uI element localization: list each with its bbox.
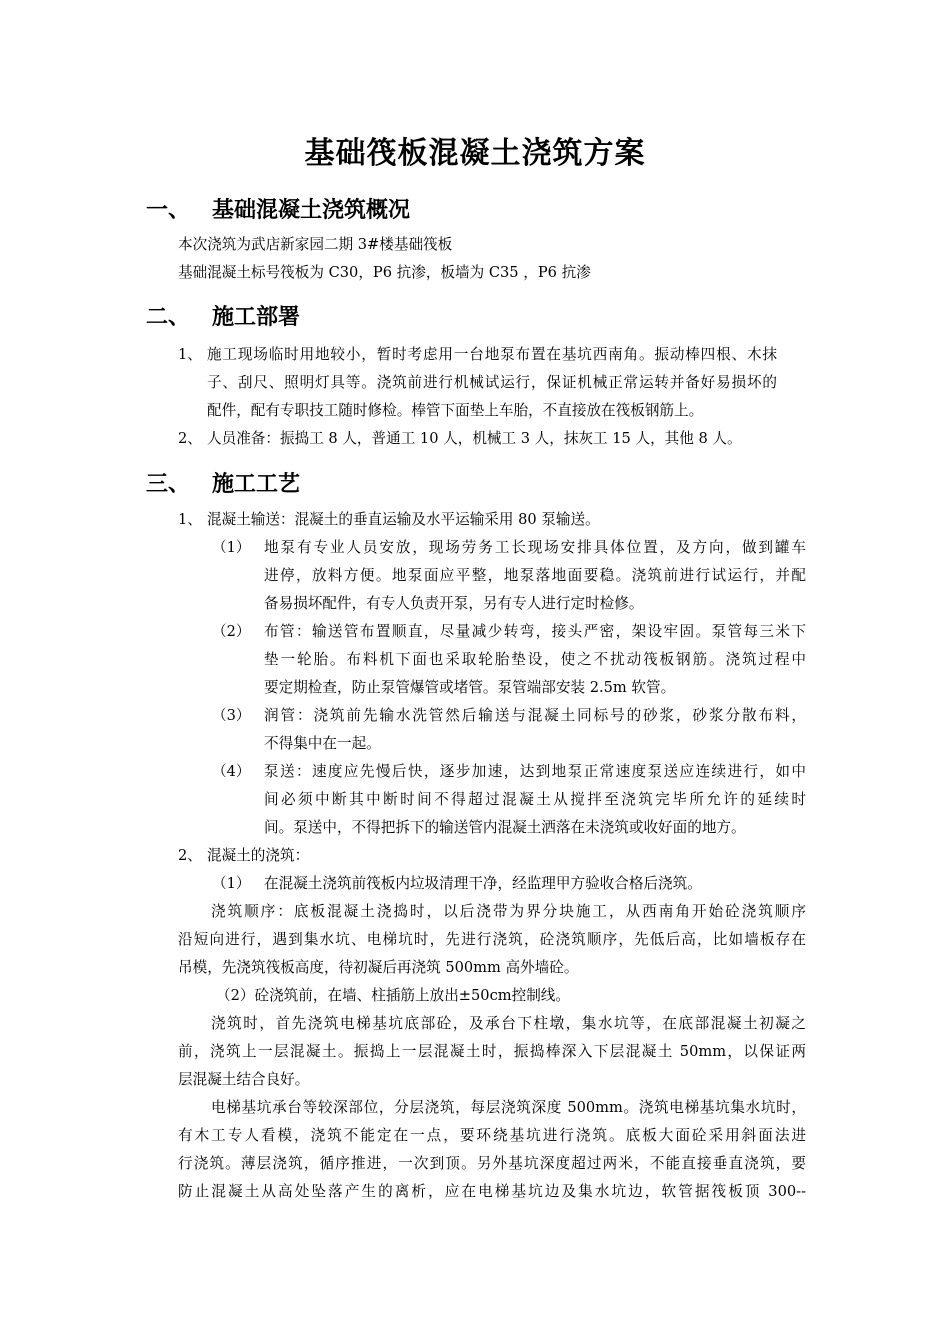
sub-item-line: 要定期检查，防止泵管爆管或堵管。泵管端部安装 2.5m 软管。 xyxy=(264,679,676,696)
document-title: 基础筏板混凝土浇筑方案 xyxy=(304,136,646,171)
paragraph-line: 防止混凝土从高处坠落产生的离析，应在电梯基坑边及集水坑边，软管据筏板顶 300-- xyxy=(178,1183,806,1200)
deploy-item-1-line: 子、刮尺、照明灯具等。浇筑前进行机械试运行，保证机械正常运转并备好易损坏的 xyxy=(207,374,777,391)
section-number: 二、 xyxy=(146,305,191,330)
process-item-2-number: 2、 xyxy=(178,847,202,864)
deploy-item-1-line: 配件，配有专职技工随时修检。棒管下面垫上车胎，不直接放在筏板钢筋上。 xyxy=(207,402,704,419)
paragraph-line: 浇筑时，首先浇筑电梯基坑底部砼，及承台下柱墩，集水坑等，在底部混凝土初凝之 xyxy=(211,1015,806,1032)
sub-item-line: 泵送：速度应先慢后快，逐步加速，达到地泵正常速度泵送应连续进行，如中 xyxy=(264,763,806,780)
process-item-1-number: 1、 xyxy=(178,511,202,528)
section-heading-2 xyxy=(146,300,300,331)
paragraph-line: 有木工专人看模，浇筑不能定在一点，要环绕基坑进行浇筑。底板大面砼采用斜面法进 xyxy=(178,1127,806,1144)
paragraph-line: 吊模，先浇筑筏板高度，待初凝后再浇筑 500mm 高外墙砼。 xyxy=(178,959,579,976)
sub-item-line: （2）砼浇筑前，在墙、柱插筋上放出±50cm控制线。 xyxy=(216,987,570,1004)
deploy-item-1-number: 1、 xyxy=(178,346,202,363)
sub-item-line: 润管：浇筑前先输水洗管然后输送与混凝土同标号的砂浆，砂浆分散布料， xyxy=(264,707,806,724)
sub-item-line: 垫一轮胎。布料机下面也采取轮胎垫设，使之不扰动筏板钢筋。浇筑过程中 xyxy=(264,651,806,668)
paragraph-line: 浇筑顺序：底板混凝土浇捣时，以后浇带为界分块施工，从西南角开始砼浇筑顺序 xyxy=(211,903,806,920)
sub-item-line: 间。泵送中，不得把拆下的输送管内混凝土洒落在未浇筑或收好面的地方。 xyxy=(264,819,746,836)
section-heading-3 xyxy=(146,467,300,498)
sub-item-number: （4） xyxy=(212,763,251,780)
paragraph-line: 沿短向进行，遇到集水坑、电梯坑时，先进行浇筑，砼浇筑顺序，先低后高，比如墙板存在 xyxy=(178,931,806,948)
sub-item-number: （2） xyxy=(212,623,251,640)
overview-line-1: 本次浇筑为武店新家园二期 3#楼基础筏板 xyxy=(178,236,453,253)
paragraph-line: 电梯基坑承台等较深部位，分层浇筑，每层浇筑深度 500mm。浇筑电梯基坑集水坑时， xyxy=(211,1099,806,1116)
process-item-2-text: 混凝土的浇筑： xyxy=(207,847,310,864)
sub-item-number: （1） xyxy=(212,875,251,892)
process-item-1-text: 混凝土输送：混凝土的垂直运输及水平运输采用 80 泵输送。 xyxy=(207,511,600,528)
sub-item-line: 地泵有专业人员安放，现场劳务工长现场安排具体位置，及方向，做到罐车 xyxy=(264,539,806,556)
section-heading-1 xyxy=(146,193,410,224)
sub-item-number: （3） xyxy=(212,707,251,724)
sub-item-line: 备易损坏配件，有专人负责开泵，另有专人进行定时检修。 xyxy=(264,595,644,612)
sub-item-line: 间必须中断其中断时间不得超过混凝土从搅拌至浇筑完毕所允许的延续时 xyxy=(264,791,806,808)
section-number: 一、 xyxy=(146,198,191,223)
deploy-item-2-text: 人员准备：振捣工 8 人，普通工 10 人，机械工 3 人，抹灰工 15 人，其他 8 人。 xyxy=(207,430,742,447)
sub-item-line: 进停，放料方便。地泵面应平整，地泵落地面要稳。浇筑前进行试运行，并配 xyxy=(264,567,806,584)
section-number: 三、 xyxy=(146,472,191,497)
sub-item-line: 布管：输送管布置顺直，尽量减少转弯，接头严密，架设牢固。泵管每三米下 xyxy=(264,623,806,640)
sub-item-line: 不得集中在一起。 xyxy=(264,735,381,752)
section-title: 施工部署 xyxy=(212,305,301,330)
section-title: 施工工艺 xyxy=(212,472,301,497)
paragraph-line: 层混凝土结合良好。 xyxy=(178,1071,310,1088)
deploy-item-2-number: 2、 xyxy=(178,430,202,447)
deploy-item-1-line: 施工现场临时用地较小，暂时考虑用一台地泵布置在基坑西南角。振动棒四根、木抹 xyxy=(207,346,777,363)
section-title: 基础混凝土浇筑概况 xyxy=(212,198,411,223)
sub-item-number: （1） xyxy=(212,539,251,556)
paragraph-line: 行浇筑。薄层浇筑，循序推进，一次到顶。另外基坑深度超过两米，不能直接垂直浇筑，要 xyxy=(178,1155,806,1172)
overview-line-2: 基础混凝土标号筏板为 C30，P6 抗渗，板墙为 C35 ，P6 抗渗 xyxy=(178,264,591,281)
sub-item-line: 在混凝土浇筑前筏板内垃圾清理干净，经监理甲方验收合格后浇筑。 xyxy=(264,875,702,892)
paragraph-line: 前，浇筑上一层混凝土。振捣上一层混凝土时，振捣棒深入下层混凝土 50mm，以保证两 xyxy=(178,1043,806,1060)
